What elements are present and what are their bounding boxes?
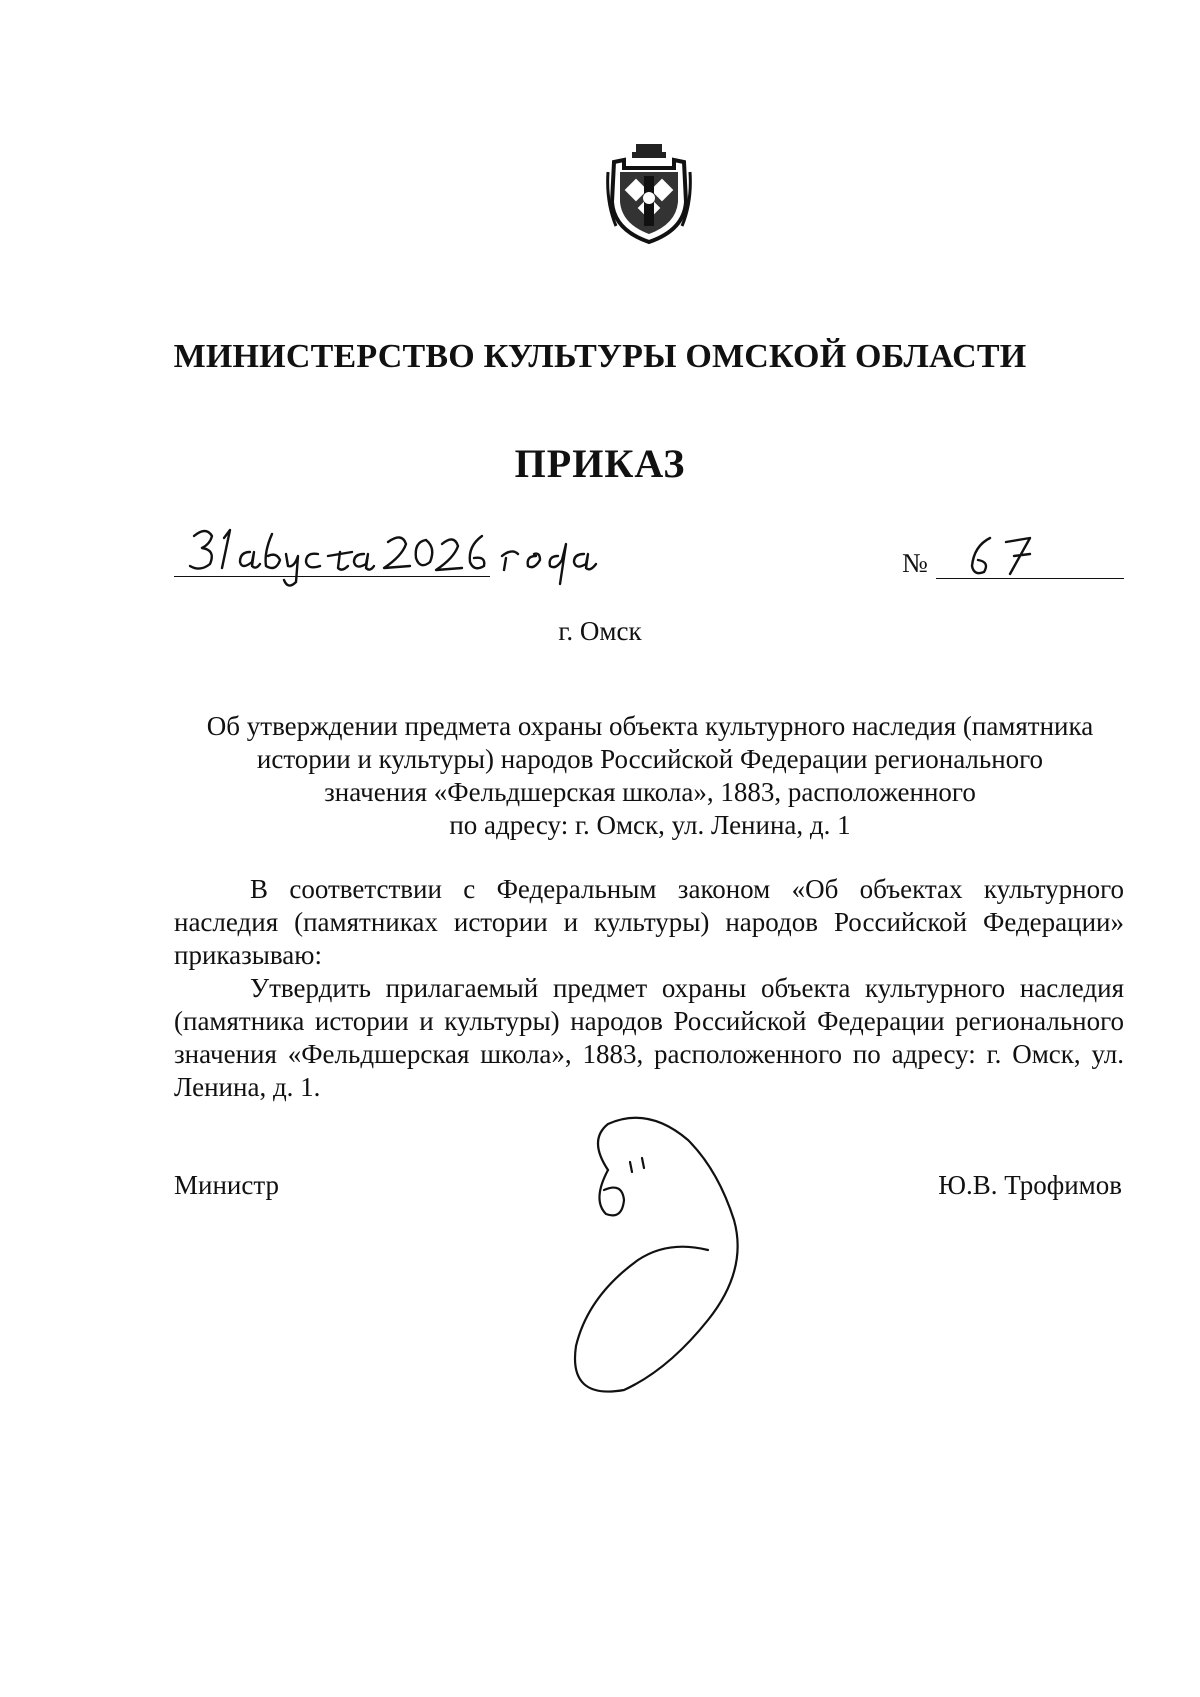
- handwritten-signature: [548, 1110, 788, 1400]
- signatory-name: Ю.В. Трофимов: [938, 1170, 1122, 1200]
- handwritten-number: [960, 532, 1050, 582]
- signatory-role: Министр: [174, 1170, 279, 1200]
- body-paragraph: В соответствии с Федеральным законом «Об объектах культурного наследия (памятниках истории и культуры) народов Российской Федерации» приказываю:: [174, 874, 1124, 970]
- order-title-line: Об утверждении предмета охраны объекта культурного наследия (памятника: [206, 711, 1094, 741]
- ministry-name: МИНИСТЕРСТВО КУЛЬТУРЫ ОМСКОЙ ОБЛАСТИ: [173, 338, 1027, 375]
- city-name: г. Омск: [558, 616, 642, 646]
- coat-of-arms-icon: [606, 142, 692, 246]
- order-body: [174, 873, 1124, 1104]
- order-title: [170, 710, 1130, 842]
- handwritten-date: [188, 522, 648, 592]
- document-type: ПРИКАЗ: [514, 441, 686, 486]
- order-title-line: значения «Фельдшерская школа», 1883, расположенного: [324, 777, 976, 807]
- number-label: №: [902, 548, 928, 578]
- body-paragraph: Утвердить прилагаемый предмет охраны объекта культурного наследия (памятника истории и культуры) народов Российской Федерации регионального значения «Фельдшерская школа», 1883, расположенного по адресу: г. Омск, ул. Ленина, д. 1.: [174, 973, 1124, 1102]
- order-title-line: истории и культуры) народов Российской Федерации регионального: [256, 744, 1044, 774]
- order-title-line: по адресу: г. Омск, ул. Ленина, д. 1: [449, 810, 851, 840]
